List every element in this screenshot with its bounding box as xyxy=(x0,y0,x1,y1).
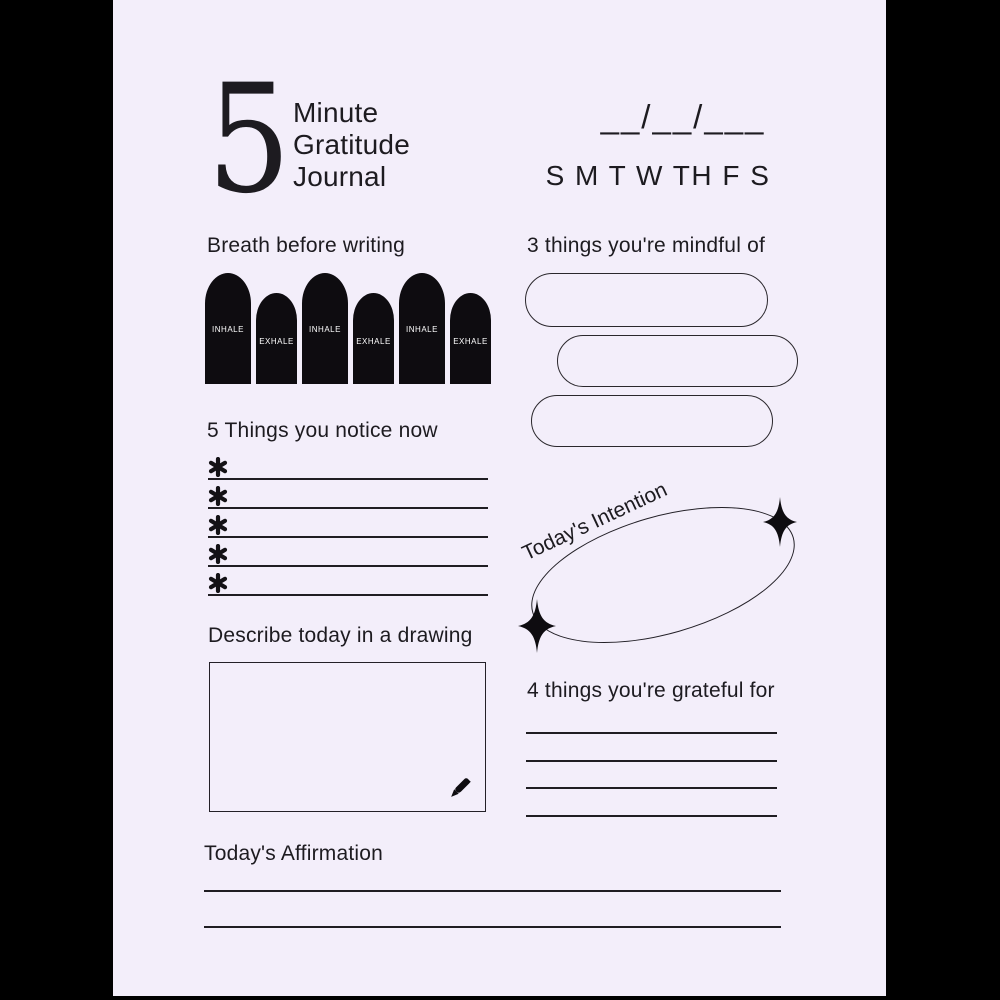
notice-line[interactable] xyxy=(208,567,488,596)
arch-label: EXHALE xyxy=(356,337,391,346)
sparkle-icon xyxy=(761,495,799,549)
mindful-slot-1[interactable] xyxy=(525,273,768,327)
exhale-arch xyxy=(450,293,491,384)
asterisk-icon xyxy=(208,515,228,535)
inhale-arch xyxy=(302,273,348,384)
arch-label: INHALE xyxy=(406,325,438,334)
drawing-heading: Describe today in a drawing xyxy=(208,624,473,647)
inhale-arch xyxy=(399,273,445,384)
exhale-arch xyxy=(353,293,394,384)
notice-line[interactable] xyxy=(208,451,488,480)
journal-page xyxy=(113,0,886,996)
notice-line[interactable] xyxy=(208,538,488,567)
breath-arches xyxy=(205,273,491,384)
notice-line[interactable] xyxy=(208,480,488,509)
pen-icon xyxy=(445,773,475,803)
grateful-line[interactable] xyxy=(526,760,777,762)
journal-title xyxy=(293,97,410,193)
grateful-heading: 4 things you're grateful for xyxy=(527,679,775,702)
arch-label: INHALE xyxy=(212,325,244,334)
inhale-arch xyxy=(205,273,251,384)
affirmation-line[interactable] xyxy=(204,890,781,892)
arch-label: INHALE xyxy=(309,325,341,334)
arch-label: EXHALE xyxy=(259,337,294,346)
title-line-1: Minute xyxy=(293,97,379,128)
weekday-selector[interactable]: S M T W TH F S xyxy=(545,160,771,191)
affirmation-line[interactable] xyxy=(204,926,781,928)
breath-heading: Breath before writing xyxy=(207,234,405,257)
mindful-slot-3[interactable] xyxy=(531,395,773,447)
notice-list xyxy=(208,451,488,596)
asterisk-icon xyxy=(208,544,228,564)
asterisk-icon xyxy=(208,486,228,506)
notice-heading: 5 Things you notice now xyxy=(207,419,438,442)
notice-line[interactable] xyxy=(208,509,488,538)
affirmation-heading: Today's Affirmation xyxy=(204,842,384,865)
asterisk-icon xyxy=(208,573,228,593)
grateful-line[interactable] xyxy=(526,732,777,734)
asterisk-icon xyxy=(208,457,228,477)
mindful-heading: 3 things you're mindful of xyxy=(527,234,766,257)
grateful-line[interactable] xyxy=(526,787,777,789)
mindful-slot-2[interactable] xyxy=(557,335,798,387)
sparkle-icon xyxy=(516,597,558,655)
arch-label: EXHALE xyxy=(453,337,488,346)
title-line-3: Journal xyxy=(293,161,387,192)
intention-label: Today's Intention xyxy=(518,477,671,566)
title-line-2: Gratitude xyxy=(293,129,410,160)
exhale-arch xyxy=(256,293,297,384)
big-number: 5 xyxy=(207,53,291,227)
grateful-line[interactable] xyxy=(526,815,777,817)
date-blanks-field[interactable]: __/__/___ xyxy=(600,98,766,135)
drawing-box[interactable] xyxy=(209,662,486,812)
